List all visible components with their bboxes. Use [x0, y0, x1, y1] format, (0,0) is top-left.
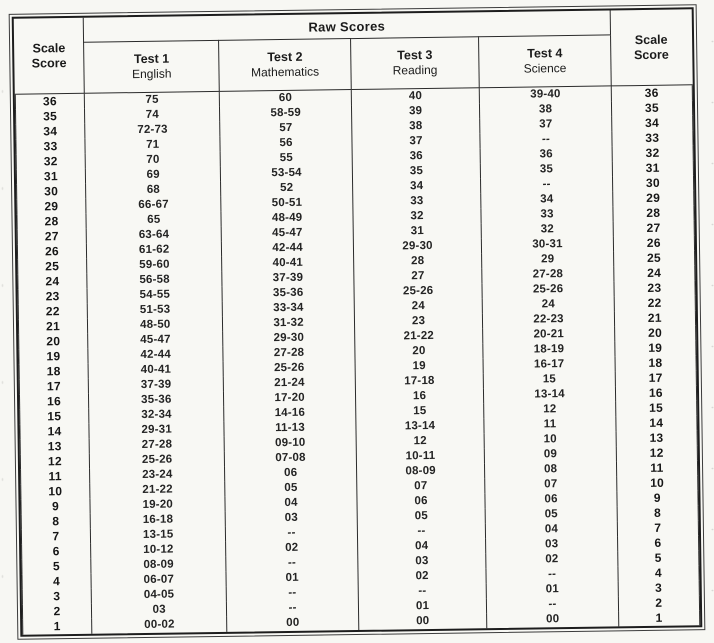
science-raw-score-cell: 32 — [482, 221, 614, 238]
reading-raw-score-cell: 07 — [356, 478, 485, 495]
math-raw-score-cell: 02 — [226, 540, 358, 557]
scale-score-cell-left: 13 — [20, 439, 89, 455]
scale-score-cell-left: 3 — [22, 589, 91, 605]
english-raw-score-cell: 04-05 — [91, 587, 227, 604]
scale-score-cell-left: 25 — [18, 259, 87, 275]
english-raw-score-cell: 45-47 — [88, 332, 224, 349]
math-raw-score-cell: 33-34 — [223, 300, 355, 317]
math-raw-score-cell: -- — [227, 585, 359, 602]
scale-score-cell-left: 12 — [20, 454, 89, 470]
math-raw-score-cell: 21-24 — [224, 375, 356, 392]
reading-raw-score-cell: 29-30 — [353, 238, 482, 255]
scale-score-cell-right: 22 — [614, 295, 695, 311]
reading-raw-score-cell: 25-26 — [354, 283, 483, 300]
math-raw-score-cell: 52 — [221, 180, 353, 197]
test-1-label: Test 1 — [133, 51, 170, 66]
scale-score-cell-left: 20 — [19, 334, 88, 350]
english-raw-score-cell: 70 — [85, 152, 221, 169]
scale-score-cell-left: 33 — [16, 139, 85, 155]
science-raw-score-cell: -- — [481, 176, 613, 193]
scale-score-cell-right: 6 — [617, 535, 698, 551]
reading-raw-score-cell: 39 — [351, 103, 480, 120]
scale-score-cell-right: 28 — [613, 205, 694, 221]
english-raw-score-cell: 27-28 — [89, 437, 225, 454]
reading-raw-score-cell: 20 — [355, 343, 484, 360]
scale-score-cell-left: 9 — [21, 499, 90, 515]
scale-score-cell-right: 25 — [613, 250, 694, 266]
scale-score-cell-left: 31 — [16, 169, 85, 185]
math-raw-score-cell: 00 — [227, 615, 359, 632]
reading-raw-score-cell: 10-11 — [356, 448, 485, 465]
scale-score-cell-right: 35 — [611, 100, 692, 116]
english-raw-score-cell: 19-20 — [90, 497, 226, 514]
math-raw-score-cell: -- — [227, 600, 359, 617]
scale-score-cell-right: 24 — [613, 265, 694, 281]
scale-score-cell-right: 32 — [612, 145, 693, 161]
scale-score-cell-left: 5 — [22, 559, 91, 575]
reading-raw-score-cell: 33 — [352, 193, 481, 210]
reading-raw-score-cell: 34 — [352, 178, 481, 195]
reading-raw-score-cell: 19 — [355, 358, 484, 375]
english-raw-score-cell: 35-36 — [89, 392, 225, 409]
scale-score-cell-left: 11 — [21, 469, 90, 485]
science-raw-score-cell: 00 — [487, 611, 619, 628]
scale-score-header-left — [14, 18, 84, 94]
scale-score-cell-right: 5 — [617, 550, 698, 566]
scale-score-cell-left: 8 — [21, 514, 90, 530]
test-1-english-header — [84, 40, 220, 93]
test-4-label: Test 4 — [527, 45, 563, 61]
science-raw-score-cell: -- — [486, 566, 618, 583]
english-raw-score-cell: 37-39 — [88, 377, 224, 394]
english-raw-score-cell: 06-07 — [91, 572, 227, 589]
english-raw-score-cell: 03 — [91, 602, 227, 619]
reading-raw-score-cell: 16 — [355, 388, 484, 405]
test-2-mathematics-header — [219, 39, 351, 92]
reading-raw-score-cell: 32 — [353, 208, 482, 225]
science-raw-score-cell: 33 — [481, 206, 613, 223]
math-raw-score-cell: 58-59 — [220, 105, 352, 122]
scale-score-cell-right: 34 — [611, 115, 692, 131]
scale-score-cell-left: 4 — [22, 574, 91, 590]
scale-score-header-right-label: Scale Score — [633, 32, 669, 62]
english-raw-score-cell: 65 — [86, 212, 222, 229]
scale-score-cell-left: 15 — [20, 409, 89, 425]
scale-score-cell-right: 17 — [615, 370, 696, 386]
scale-score-cell-left: 23 — [18, 289, 87, 305]
scale-score-cell-left: 29 — [17, 199, 86, 215]
scale-score-cell-left: 18 — [19, 364, 88, 380]
english-raw-score-cell: 69 — [85, 167, 221, 184]
reading-raw-score-cell: 15 — [355, 403, 484, 420]
science-raw-score-cell: 22-23 — [483, 311, 615, 328]
scale-score-cell-right: 13 — [616, 430, 697, 446]
reading-raw-score-cell: 38 — [351, 118, 480, 135]
english-raw-score-cell: 10-12 — [91, 542, 227, 559]
reading-raw-score-cell: 01 — [358, 598, 487, 615]
test-1-subject: English — [131, 66, 172, 82]
reading-raw-score-cell: 27 — [354, 268, 483, 285]
math-raw-score-cell: 31-32 — [223, 315, 355, 332]
score-table-outer-border — [9, 4, 706, 640]
reading-raw-score-cell: -- — [358, 583, 487, 600]
scale-score-cell-left: 27 — [17, 229, 86, 245]
math-raw-score-cell: 42-44 — [222, 240, 354, 257]
reading-raw-score-cell: 17-18 — [355, 373, 484, 390]
scale-score-cell-left: 2 — [22, 604, 91, 620]
reading-raw-score-cell: 13-14 — [356, 418, 485, 435]
reading-raw-score-cell: 36 — [352, 148, 481, 165]
scale-score-cell-left: 34 — [16, 124, 85, 140]
english-raw-score-cell: 71 — [85, 137, 221, 154]
science-raw-score-cell: -- — [480, 131, 612, 148]
english-raw-score-cell: 25-26 — [89, 452, 225, 469]
test-2-label: Test 2 — [267, 49, 303, 64]
scale-score-cell-right: 8 — [617, 505, 698, 521]
math-raw-score-cell: 56 — [220, 135, 352, 152]
scale-score-cell-right: 12 — [616, 445, 697, 461]
english-raw-score-cell: 23-24 — [90, 467, 226, 484]
reading-raw-score-cell: 03 — [358, 553, 487, 570]
math-raw-score-cell: 03 — [226, 510, 358, 527]
scale-score-cell-right: 31 — [612, 160, 693, 176]
english-raw-score-cell: 40-41 — [88, 362, 224, 379]
reading-raw-score-cell: 21-22 — [354, 328, 483, 345]
math-raw-score-cell: 25-26 — [223, 360, 355, 377]
math-raw-score-cell: 07-08 — [225, 450, 357, 467]
science-raw-score-cell: -- — [487, 596, 619, 613]
scale-score-cell-right: 20 — [614, 325, 695, 341]
math-raw-score-cell: 17-20 — [224, 390, 356, 407]
scale-score-cell-right: 30 — [612, 175, 693, 191]
scale-score-cell-right: 10 — [616, 475, 697, 491]
math-raw-score-cell: -- — [226, 525, 358, 542]
scale-score-cell-left: 7 — [21, 529, 90, 545]
reading-raw-score-cell: -- — [357, 523, 486, 540]
scale-score-cell-right: 21 — [614, 310, 695, 326]
math-raw-score-cell: 35-36 — [222, 285, 354, 302]
scale-score-cell-right: 7 — [617, 520, 698, 536]
reading-raw-score-cell: 24 — [354, 298, 483, 315]
scale-score-cell-left: 17 — [19, 379, 88, 395]
math-raw-score-cell: 06 — [225, 465, 357, 482]
reading-raw-score-cell: 08-09 — [356, 463, 485, 480]
test-4-science-header — [479, 35, 611, 88]
english-raw-score-cell: 29-31 — [89, 422, 225, 439]
math-raw-score-cell: -- — [226, 555, 358, 572]
math-raw-score-cell: 05 — [225, 480, 357, 497]
scale-score-cell-right: 3 — [618, 580, 699, 596]
scale-score-cell-right: 33 — [612, 130, 693, 146]
english-raw-score-cell: 42-44 — [88, 347, 224, 364]
english-raw-score-cell: 75 — [84, 91, 220, 108]
table-header — [14, 9, 692, 94]
scale-score-header-left-label: Scale Score — [31, 40, 67, 71]
reading-raw-score-cell: 37 — [352, 133, 481, 150]
science-raw-score-cell: 13-14 — [484, 386, 616, 403]
reading-raw-score-cell: 23 — [354, 313, 483, 330]
scale-score-cell-left: 6 — [22, 544, 91, 560]
math-raw-score-cell: 04 — [225, 495, 357, 512]
math-raw-score-cell: 57 — [220, 120, 352, 137]
scale-score-cell-left: 32 — [16, 154, 85, 170]
test-3-reading-header — [350, 37, 479, 90]
math-raw-score-cell: 14-16 — [224, 405, 356, 422]
math-raw-score-cell: 29-30 — [223, 330, 355, 347]
scale-score-cell-right: 19 — [615, 340, 696, 356]
english-raw-score-cell: 13-15 — [90, 527, 226, 544]
science-raw-score-cell: 12 — [484, 401, 616, 418]
english-raw-score-cell: 51-53 — [87, 302, 223, 319]
science-raw-score-cell: 02 — [486, 551, 618, 568]
reading-raw-score-cell: 28 — [353, 253, 482, 270]
score-conversion-table — [14, 9, 701, 634]
english-raw-score-cell: 08-09 — [91, 557, 227, 574]
science-raw-score-cell: 38 — [480, 101, 612, 118]
scale-score-cell-left: 21 — [18, 319, 87, 335]
scale-score-cell-right: 16 — [615, 385, 696, 401]
english-raw-score-cell: 32-34 — [89, 407, 225, 424]
math-raw-score-cell: 45-47 — [222, 225, 354, 242]
science-raw-score-cell: 08 — [485, 461, 617, 478]
reading-raw-score-cell: 05 — [357, 508, 486, 525]
science-raw-score-cell: 35 — [481, 161, 613, 178]
science-raw-score-cell: 04 — [486, 521, 618, 538]
math-raw-score-cell: 50-51 — [221, 195, 353, 212]
english-raw-score-cell: 54-55 — [87, 287, 223, 304]
score-table-inner-border — [12, 7, 703, 636]
math-raw-score-cell: 60 — [220, 90, 352, 107]
scale-score-cell-right: 27 — [613, 220, 694, 236]
scale-score-cell-left: 19 — [19, 349, 88, 365]
science-raw-score-cell: 06 — [485, 491, 617, 508]
english-raw-score-cell: 72-73 — [85, 122, 221, 139]
scale-score-cell-left: 35 — [16, 109, 85, 125]
scale-score-cell-left: 22 — [18, 304, 87, 320]
english-raw-score-cell: 61-62 — [86, 242, 222, 259]
math-raw-score-cell: 27-28 — [223, 345, 355, 362]
scale-score-cell-left: 14 — [20, 424, 89, 440]
math-raw-score-cell: 48-49 — [221, 210, 353, 227]
science-raw-score-cell: 29 — [482, 251, 614, 268]
science-raw-score-cell: 20-21 — [483, 326, 615, 343]
scale-score-cell-right: 14 — [616, 415, 697, 431]
reading-raw-score-cell: 40 — [351, 88, 480, 105]
scale-score-cell-right: 4 — [618, 565, 699, 581]
reading-raw-score-cell: 04 — [357, 538, 486, 555]
science-raw-score-cell: 34 — [481, 191, 613, 208]
scale-score-cell-right: 18 — [615, 355, 696, 371]
math-raw-score-cell: 40-41 — [222, 255, 354, 272]
scale-score-header-right — [610, 9, 692, 86]
math-raw-score-cell: 09-10 — [225, 435, 357, 452]
math-raw-score-cell: 11-13 — [224, 420, 356, 437]
scale-score-cell-right: 29 — [612, 190, 693, 206]
science-raw-score-cell: 07 — [485, 476, 617, 493]
test-3-label: Test 3 — [397, 47, 433, 63]
science-raw-score-cell: 09 — [485, 446, 617, 463]
english-raw-score-cell: 16-18 — [90, 512, 226, 529]
science-raw-score-cell: 36 — [480, 146, 612, 163]
scale-score-cell-right: 15 — [615, 400, 696, 416]
reading-raw-score-cell: 02 — [358, 568, 487, 585]
scale-score-cell-left: 10 — [21, 484, 90, 500]
english-raw-score-cell: 00-02 — [92, 617, 228, 634]
test-2-subject: Mathematics — [250, 64, 320, 80]
science-raw-score-cell: 18-19 — [483, 341, 615, 358]
scale-score-cell-right: 9 — [617, 490, 698, 506]
reading-raw-score-cell: 00 — [358, 613, 487, 630]
math-raw-score-cell: 37-39 — [222, 270, 354, 287]
english-raw-score-cell: 68 — [86, 182, 222, 199]
science-raw-score-cell: 24 — [483, 296, 615, 313]
scale-score-cell-right: 2 — [618, 595, 699, 611]
science-raw-score-cell: 39-40 — [480, 86, 612, 103]
score-table-body — [15, 85, 699, 635]
scale-score-cell-left: 30 — [17, 184, 86, 200]
english-raw-score-cell: 48-50 — [87, 317, 223, 334]
science-raw-score-cell: 11 — [484, 416, 616, 433]
science-raw-score-cell: 15 — [484, 371, 616, 388]
scale-score-cell-left: 1 — [23, 619, 92, 635]
scale-score-cell-right: 36 — [611, 85, 692, 102]
science-raw-score-cell: 10 — [484, 431, 616, 448]
science-raw-score-cell: 05 — [486, 506, 618, 523]
test-3-subject: Reading — [392, 63, 438, 78]
scale-score-cell-left: 24 — [18, 274, 87, 290]
raw-scores-header: Raw Scores — [83, 10, 610, 42]
english-raw-score-cell: 21-22 — [90, 482, 226, 499]
reading-raw-score-cell: 31 — [353, 223, 482, 240]
math-raw-score-cell: 53-54 — [221, 165, 353, 182]
reading-raw-score-cell: 06 — [357, 493, 486, 510]
science-raw-score-cell: 16-17 — [483, 356, 615, 373]
science-raw-score-cell: 03 — [486, 536, 618, 553]
science-raw-score-cell: 37 — [480, 116, 612, 133]
scale-score-cell-right: 26 — [613, 235, 694, 251]
science-raw-score-cell: 25-26 — [482, 281, 614, 298]
science-raw-score-cell: 27-28 — [482, 266, 614, 283]
english-raw-score-cell: 59-60 — [87, 257, 223, 274]
test-4-subject: Science — [523, 61, 567, 76]
scale-score-cell-right: 23 — [614, 280, 695, 296]
english-raw-score-cell: 66-67 — [86, 197, 222, 214]
english-raw-score-cell: 63-64 — [86, 227, 222, 244]
reading-raw-score-cell: 35 — [352, 163, 481, 180]
scale-score-cell-left: 26 — [17, 244, 86, 260]
scale-score-cell-left: 36 — [15, 93, 84, 109]
scale-score-cell-left: 16 — [19, 394, 88, 410]
math-raw-score-cell: 55 — [221, 150, 353, 167]
science-raw-score-cell: 30-31 — [482, 236, 614, 253]
english-raw-score-cell: 56-58 — [87, 272, 223, 289]
math-raw-score-cell: 01 — [226, 570, 358, 587]
scale-score-cell-right: 1 — [618, 610, 699, 626]
scale-score-cell-left: 28 — [17, 214, 86, 230]
reading-raw-score-cell: 12 — [356, 433, 485, 450]
scale-score-cell-right: 11 — [616, 460, 697, 476]
english-raw-score-cell: 74 — [85, 107, 221, 124]
science-raw-score-cell: 01 — [487, 581, 619, 598]
